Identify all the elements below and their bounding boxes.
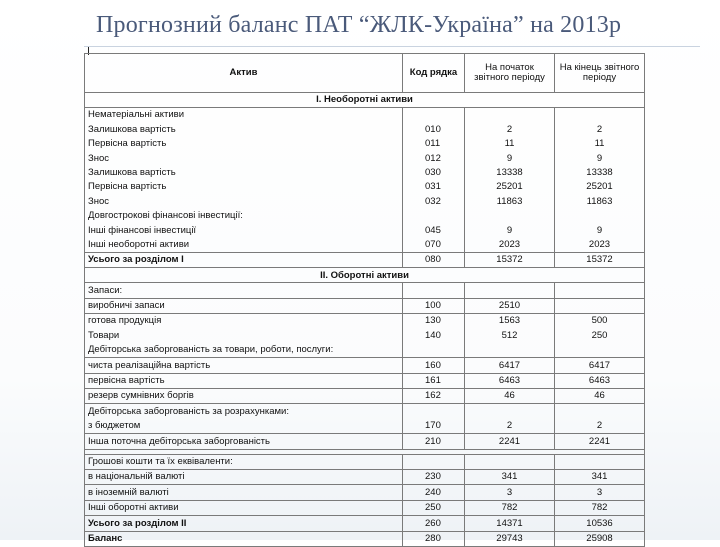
table-row [85, 298, 645, 313]
table-row [85, 373, 645, 388]
table-row [85, 108, 645, 123]
row-end: 782 [555, 500, 645, 515]
row-end: 2 [555, 122, 645, 136]
row-end: 25908 [555, 531, 645, 546]
row-code: 130 [403, 314, 465, 329]
row-end: 2023 [555, 238, 645, 253]
row-code: 162 [403, 389, 465, 404]
section-current-assets: ІІ. Оборотні активи [85, 268, 645, 283]
row-name: резерв сумнівних боргів [85, 389, 403, 404]
row-code: 260 [403, 516, 465, 531]
table-row-total [85, 516, 645, 531]
row-start: 782 [465, 500, 555, 515]
row-name: Довгострокові фінансові інвестиції: [85, 209, 403, 223]
row-name: Дебіторська заборгованість за товари, роботи, послуги: [85, 343, 403, 358]
row-name: чиста реалізаційна вартість [85, 358, 403, 373]
row-start: 1563 [465, 314, 555, 329]
table-row [85, 434, 645, 449]
row-start: 2023 [465, 238, 555, 253]
row-end: 250 [555, 328, 645, 342]
row-start: 25201 [465, 180, 555, 194]
row-start: 341 [465, 469, 555, 484]
row-name: Усього за розділом І [85, 252, 403, 267]
table-header-row [85, 54, 645, 93]
row-start: 2 [465, 122, 555, 136]
table-row-total [85, 252, 645, 267]
row-name: Інша поточна дебіторська заборгованість [85, 434, 403, 449]
row-end: 13338 [555, 166, 645, 180]
table-row [85, 180, 645, 194]
row-start: 11 [465, 137, 555, 151]
header-code: Код рядка [403, 54, 465, 93]
row-name: Нематеріальні активи [85, 108, 403, 123]
table-row [85, 469, 645, 484]
row-end [555, 283, 645, 298]
row-start [465, 404, 555, 419]
row-code [403, 454, 465, 469]
row-end: 6417 [555, 358, 645, 373]
table-row [85, 283, 645, 298]
row-code: 100 [403, 298, 465, 313]
row-name: Знос [85, 194, 403, 208]
row-name: Первісна вартість [85, 180, 403, 194]
row-code: 011 [403, 137, 465, 151]
section-noncurrent-assets: І. Необоротні активи [85, 93, 645, 108]
row-code: 045 [403, 223, 465, 237]
balance-table-container [84, 53, 644, 547]
row-start: 15372 [465, 252, 555, 267]
table-row [85, 194, 645, 208]
row-end [555, 404, 645, 419]
table-row [85, 238, 645, 253]
row-name: в національній валюті [85, 469, 403, 484]
table-row [85, 419, 645, 434]
row-name: Грошові кошти та їх еквіваленти: [85, 454, 403, 469]
row-name: Товари [85, 328, 403, 342]
row-name: Баланс [85, 531, 403, 546]
row-end: 9 [555, 223, 645, 237]
table-row [85, 404, 645, 419]
row-code: 012 [403, 151, 465, 165]
row-name: готова продукція [85, 314, 403, 329]
table-row [85, 328, 645, 342]
row-code: 210 [403, 434, 465, 449]
balance-table [84, 53, 645, 547]
row-end: 25201 [555, 180, 645, 194]
row-code: 140 [403, 328, 465, 342]
row-start: 6463 [465, 373, 555, 388]
row-end: 341 [555, 469, 645, 484]
row-end: 46 [555, 389, 645, 404]
row-code [403, 343, 465, 358]
row-end [555, 343, 645, 358]
row-start: 46 [465, 389, 555, 404]
row-start [465, 454, 555, 469]
row-end: 15372 [555, 252, 645, 267]
row-code: 070 [403, 238, 465, 253]
row-end: 11 [555, 137, 645, 151]
row-name: виробничі запаси [85, 298, 403, 313]
table-row [85, 343, 645, 358]
row-end [555, 209, 645, 223]
row-code [403, 404, 465, 419]
row-start: 11863 [465, 194, 555, 208]
row-code: 030 [403, 166, 465, 180]
row-start [465, 283, 555, 298]
row-end [555, 108, 645, 123]
row-name: Інші фінансові інвестиції [85, 223, 403, 237]
row-end: 3 [555, 485, 645, 500]
row-name: Знос [85, 151, 403, 165]
row-code: 240 [403, 485, 465, 500]
table-row [85, 314, 645, 329]
row-start: 2 [465, 419, 555, 434]
row-start: 9 [465, 151, 555, 165]
row-name: в іноземній валюті [85, 485, 403, 500]
row-start: 14371 [465, 516, 555, 531]
table-row [85, 358, 645, 373]
row-code: 170 [403, 419, 465, 434]
row-name: первісна вартість [85, 373, 403, 388]
row-name: Залишкова вартість [85, 166, 403, 180]
row-code: 161 [403, 373, 465, 388]
row-start [465, 343, 555, 358]
row-end: 2241 [555, 434, 645, 449]
header-end: На кінець звітного періоду [555, 54, 645, 93]
table-row [85, 454, 645, 469]
row-name: Дебіторська заборгованість за розрахунками: [85, 404, 403, 419]
table-row [85, 166, 645, 180]
table-row-balance [85, 531, 645, 546]
row-code: 280 [403, 531, 465, 546]
row-name: Усього за розділом ІІ [85, 516, 403, 531]
section-header-row [85, 93, 645, 108]
row-end [555, 298, 645, 313]
row-code [403, 209, 465, 223]
row-end [555, 454, 645, 469]
table-row [85, 223, 645, 237]
table-row [85, 122, 645, 136]
row-start [465, 108, 555, 123]
table-row [85, 209, 645, 223]
section-header-row [85, 268, 645, 283]
header-start: На початок звітного періоду [465, 54, 555, 93]
table-row [85, 389, 645, 404]
row-end: 6463 [555, 373, 645, 388]
row-start: 6417 [465, 358, 555, 373]
row-start: 512 [465, 328, 555, 342]
row-start [465, 209, 555, 223]
row-start: 9 [465, 223, 555, 237]
row-name: Запаси: [85, 283, 403, 298]
table-row [85, 137, 645, 151]
row-code: 010 [403, 122, 465, 136]
row-start: 2241 [465, 434, 555, 449]
table-row [85, 500, 645, 515]
row-end: 2 [555, 419, 645, 434]
row-end: 10536 [555, 516, 645, 531]
row-name: Первісна вартість [85, 137, 403, 151]
row-name: з бюджетом [85, 419, 403, 434]
row-end: 11863 [555, 194, 645, 208]
row-start: 3 [465, 485, 555, 500]
row-name: Інші необоротні активи [85, 238, 403, 253]
row-start: 2510 [465, 298, 555, 313]
row-name: Інші оборотні активи [85, 500, 403, 515]
row-end: 9 [555, 151, 645, 165]
row-code: 031 [403, 180, 465, 194]
table-row [85, 485, 645, 500]
row-end: 500 [555, 314, 645, 329]
row-start: 13338 [465, 166, 555, 180]
row-code [403, 108, 465, 123]
row-code: 160 [403, 358, 465, 373]
table-row [85, 151, 645, 165]
row-code: 250 [403, 500, 465, 515]
row-name: Залишкова вартість [85, 122, 403, 136]
row-code: 230 [403, 469, 465, 484]
title-divider [84, 46, 700, 47]
row-code: 032 [403, 194, 465, 208]
page-title: Прогнозний баланс ПАТ “ЖЛК-Україна” на 2013р [96, 12, 622, 38]
row-start: 29743 [465, 531, 555, 546]
header-asset: Актив [85, 54, 403, 93]
row-code: 080 [403, 252, 465, 267]
row-code [403, 283, 465, 298]
